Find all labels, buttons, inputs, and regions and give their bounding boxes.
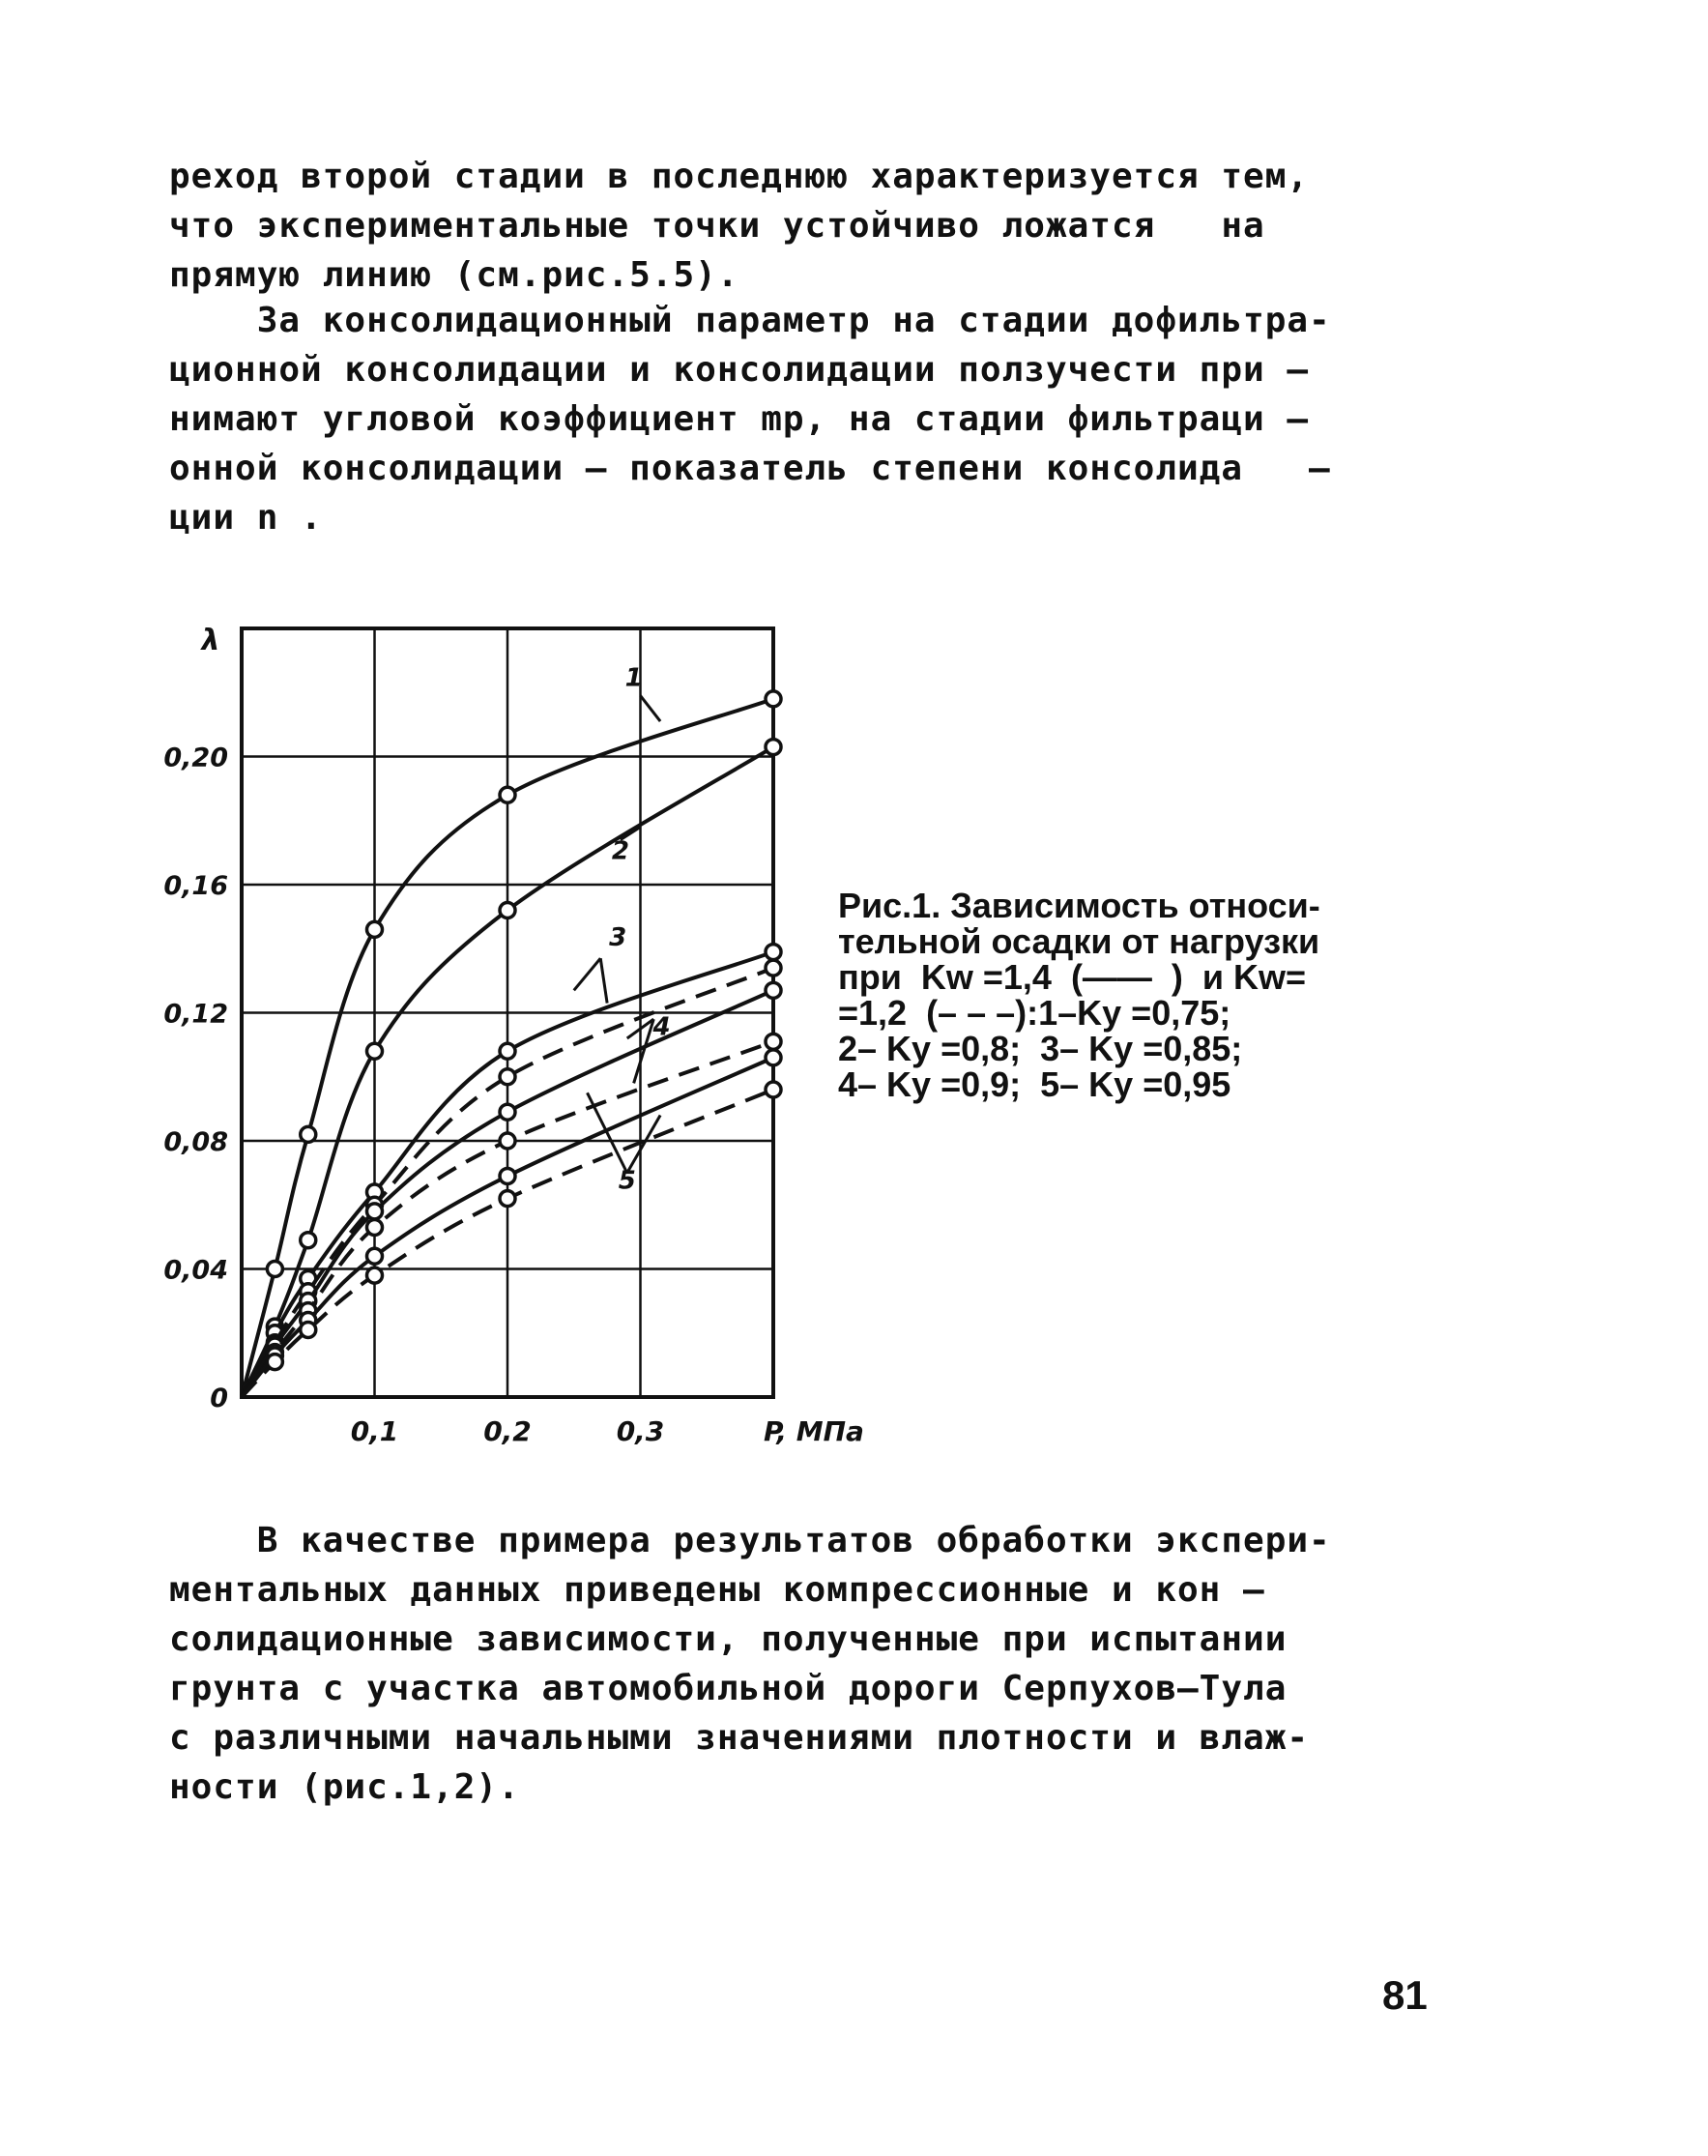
data-point — [301, 1126, 316, 1142]
y-tick-label: 0,12 — [163, 999, 228, 1030]
y-tick-label: 0 — [210, 1384, 228, 1413]
data-point — [500, 787, 515, 802]
data-point — [367, 1219, 383, 1235]
data-point — [367, 921, 383, 937]
x-tick-label: 0,1 — [350, 1415, 399, 1447]
figure-caption — [838, 888, 1437, 1102]
data-point — [367, 1043, 383, 1059]
settlement-load-chart — [145, 599, 864, 1470]
data-point — [267, 1355, 282, 1370]
y-tick-label: 0,16 — [163, 871, 228, 901]
caption-line: тельной осадки от нагрузки — [838, 921, 1320, 961]
data-point — [766, 691, 781, 707]
curve-number-label: 1 — [624, 663, 643, 693]
paragraph-continuation — [169, 152, 1445, 300]
data-point — [367, 1248, 383, 1264]
paragraph-2-line: онной консолидации – показатель степени консолида – — [169, 449, 1331, 488]
caption-line: Рис.1. Зависимость относи- — [838, 886, 1320, 925]
y-tick-label: 0,20 — [163, 743, 228, 773]
curve-number-label: 2 — [611, 836, 629, 866]
x-tick-label: 0,2 — [483, 1415, 532, 1447]
x-tick-label: 0,3 — [616, 1415, 665, 1447]
paragraph-1-line: реход второй стадии в последнюю характеризуется тем, — [169, 157, 1310, 196]
curve-number-label: 3 — [609, 922, 627, 952]
data-point — [766, 1082, 781, 1097]
data-point — [766, 740, 781, 755]
data-point — [500, 1043, 515, 1059]
paragraph-2-line: нимают угловой коэффициент mр, на стадии фильтраци – — [169, 399, 1310, 439]
paragraph-3-line: с различными начальными значениями плотности и влаж- — [169, 1718, 1310, 1758]
page-number: 81 — [1382, 1972, 1428, 2018]
paragraph-3-line: В качестве примера результатов обработки экспери- — [169, 1521, 1331, 1560]
data-point — [766, 1034, 781, 1049]
caption-line: 2– Ky =0,8; 3– Ky =0,85; — [838, 1029, 1243, 1068]
paragraph-2-line: ции n . — [169, 498, 323, 538]
curve-leader-line — [600, 958, 607, 1003]
caption-line: 4– Ky =0,9; 5– Ky =0,95 — [838, 1064, 1231, 1104]
data-point — [766, 1050, 781, 1065]
data-point — [766, 982, 781, 998]
data-point — [500, 1191, 515, 1207]
y-axis-label: λ — [201, 624, 220, 657]
data-point — [267, 1262, 282, 1277]
data-point — [766, 945, 781, 960]
data-point — [500, 1168, 515, 1183]
paragraph-3-line: грунта с участка автомобильной дороги Серпухов–Тула — [169, 1669, 1288, 1708]
data-point — [500, 1104, 515, 1120]
curve-leader-line — [574, 958, 601, 990]
data-point — [301, 1233, 316, 1248]
caption-line: при Kw =1,4 (—— ) и Kw= — [838, 957, 1307, 997]
data-point — [500, 1069, 515, 1085]
curve-number-label: 5 — [618, 1166, 636, 1196]
caption-line: =1,2 (– – –):1–Ky =0,75; — [838, 993, 1231, 1033]
paragraph-2-line: За консолидационный параметр на стадии дофильтра- — [169, 301, 1331, 340]
paragraph-1-line: прямую линию (см.рис.5.5). — [169, 255, 739, 295]
y-tick-label: 0,04 — [163, 1255, 228, 1286]
data-point — [301, 1322, 316, 1337]
paragraph-consolidation-parameter — [169, 296, 1445, 542]
curve-number-label: 4 — [652, 1012, 671, 1042]
paragraph-3-line: ментальных данных приведены компрессионные и кон – — [169, 1570, 1265, 1610]
paragraph-2-line: ционной консолидации и консолидации ползучести при – — [169, 350, 1310, 390]
data-point — [500, 903, 515, 918]
paragraph-3-line: ности (рис.1,2). — [169, 1767, 520, 1807]
paragraph-1-line: что экспериментальные точки устойчиво ложатся на — [169, 206, 1265, 246]
x-axis-label: P, МПа — [764, 1415, 864, 1447]
y-tick-label: 0,08 — [163, 1127, 228, 1157]
data-point — [766, 960, 781, 976]
curve-leader-line — [641, 696, 661, 722]
data-point — [500, 1133, 515, 1149]
paragraph-example-results — [169, 1516, 1445, 1812]
data-point — [367, 1267, 383, 1283]
paragraph-3-line: солидационные зависимости, полученные при испытании — [169, 1619, 1288, 1659]
data-point — [367, 1204, 383, 1219]
